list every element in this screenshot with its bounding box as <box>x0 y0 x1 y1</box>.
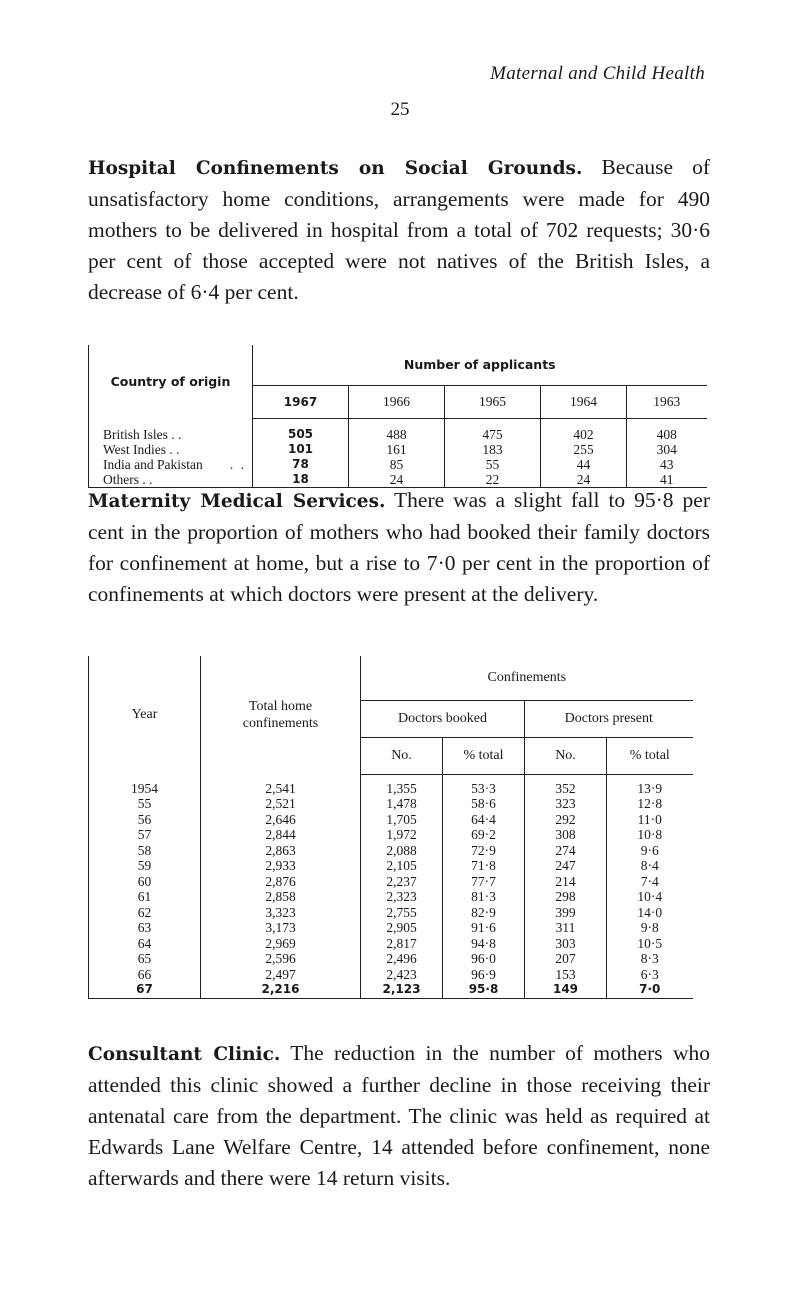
total-cell: 2,541 <box>201 781 361 797</box>
present-pct-cell: 10·8 <box>637 827 663 842</box>
total-header-text: Total home confinements <box>242 699 319 731</box>
total-cell: 2,933 <box>201 858 361 874</box>
present-pct-cell: 11·0 <box>637 811 662 827</box>
year-header: 1963 <box>627 385 707 418</box>
value-cell: 44 <box>541 457 627 472</box>
booked-pct-cell: 72·9 <box>443 843 525 859</box>
present-pct-cell: 7·0 <box>607 982 693 998</box>
doctors-present-header: Doctors present <box>525 700 693 737</box>
total-cell: 2,497 <box>201 967 361 983</box>
booked-no-cell: 1,478 <box>361 796 443 812</box>
booked-pct-header: % total <box>443 737 525 774</box>
year-column-header: Year <box>89 656 201 774</box>
booked-pct-cell: 53·3 <box>443 781 525 797</box>
year-cell: 63 <box>89 920 201 936</box>
present-no-cell: 352 <box>525 781 607 797</box>
table-row <box>89 843 693 859</box>
booked-pct-cell: 91·6 <box>443 920 525 936</box>
total-cell: 2,876 <box>201 874 361 890</box>
booked-no-cell: 2,237 <box>361 874 443 890</box>
value-cell: 24 <box>349 472 445 488</box>
present-no-cell: 247 <box>525 858 607 874</box>
present-pct-header: % total <box>607 737 693 774</box>
present-no-cell: 292 <box>525 812 607 828</box>
year-cell: 61 <box>89 889 201 905</box>
total-cell: 2,216 <box>201 982 361 998</box>
total-cell: 2,521 <box>201 796 361 812</box>
table-row <box>89 442 707 457</box>
country-cell: West Indies . . <box>89 442 253 457</box>
country-label: India and Pakistan <box>103 456 203 472</box>
value-cell: 408 <box>656 426 677 442</box>
present-pct-cell: 10·5 <box>637 935 663 951</box>
number-of-applicants-header: Number of applicants <box>253 345 707 385</box>
year-cell: 62 <box>89 905 201 921</box>
present-pct-cell: 8·3 <box>640 951 659 966</box>
booked-pct-cell: 69·2 <box>443 827 525 843</box>
paragraph-consultant-clinic <box>88 1038 710 1194</box>
booked-pct-cell: 64·4 <box>443 812 525 828</box>
value-cell: 43 <box>660 456 674 472</box>
page-number: 25 <box>390 99 410 120</box>
table-row <box>89 982 693 998</box>
heading-consultant-clinic: Consultant Clinic. <box>88 1044 281 1065</box>
total-cell: 2,969 <box>201 936 361 952</box>
year-cell: 58 <box>89 843 201 859</box>
value-cell: 402 <box>541 427 627 442</box>
confinements-table <box>88 656 693 999</box>
present-no-cell: 308 <box>525 827 607 843</box>
total-cell: 3,323 <box>201 905 361 921</box>
table-row <box>89 874 693 890</box>
year-header: 1964 <box>541 385 627 418</box>
table-row <box>89 781 693 797</box>
present-pct-cell: 12·8 <box>637 796 663 811</box>
present-pct-cell: 8·4 <box>640 858 659 873</box>
paragraph-maternity-medical-services <box>88 485 710 610</box>
value-cell: 41 <box>627 472 707 488</box>
text-maternity-medical-services: There was a slight fall to 95·8 per cent in the proportion of mothers who had booked their family doctors for confinement at home, but a rise to 7·0 per cent in the proportion of confinements at which doctors were present at the delivery. <box>88 488 710 606</box>
present-no-cell: 274 <box>525 843 607 859</box>
present-no-cell: 323 <box>525 796 607 812</box>
booked-pct-cell: 58·6 <box>443 796 525 812</box>
present-no-cell: 298 <box>525 889 607 905</box>
table-row <box>89 951 693 967</box>
confinements-group-header: Confinements <box>361 656 693 700</box>
booked-no-cell: 2,323 <box>361 889 443 905</box>
table-row <box>89 920 693 936</box>
booked-no-cell: 1,972 <box>361 827 443 843</box>
booked-no-cell: 2,105 <box>361 858 443 874</box>
present-no-cell: 153 <box>525 967 607 983</box>
present-no-cell: 311 <box>525 920 607 936</box>
total-cell: 2,646 <box>201 812 361 828</box>
value-cell: 488 <box>349 427 445 442</box>
country-cell: British Isles . . <box>89 427 253 442</box>
year-cell: 57 <box>89 827 201 843</box>
present-pct-cell: 9·6 <box>640 842 659 858</box>
value-cell: 55 <box>445 457 541 472</box>
present-no-cell: 303 <box>525 936 607 952</box>
table-row <box>89 457 707 472</box>
country-cell: Others . . <box>89 472 253 488</box>
table-row <box>89 967 693 983</box>
table-row <box>89 427 707 442</box>
value-cell: 183 <box>445 442 541 457</box>
booked-no-cell: 2,088 <box>361 843 443 859</box>
total-cell: 3,173 <box>201 920 361 936</box>
table-row <box>89 796 693 812</box>
present-no-header: No. <box>525 737 607 774</box>
value-cell: 304 <box>656 441 677 457</box>
text-hospital-confinements: Because of unsatisfactory home conditions, arrangements were made for 490 mothers to be delivered in hospital from a total of 702 requests; 30·6 per cent of those accepted were not natives of the British Isles, a decrease of 6·4 per cent. <box>88 155 711 304</box>
year-cell: 64 <box>89 936 201 952</box>
value-cell: 78 <box>253 457 349 472</box>
heading-hospital-confinements: Hospital Confinements on Social Grounds. <box>88 158 583 179</box>
table-row <box>89 812 693 828</box>
heading-maternity-medical-services: Maternity Medical Services. <box>88 491 386 512</box>
present-pct-cell: 10·4 <box>637 889 663 904</box>
value-cell: 475 <box>445 427 541 442</box>
leader-dots: . . <box>229 456 246 472</box>
present-pct-cell: 9·8 <box>640 920 659 935</box>
booked-pct-cell: 95·8 <box>443 982 525 998</box>
total-cell: 2,858 <box>201 889 361 905</box>
present-no-cell: 149 <box>525 982 607 998</box>
year-cell: 65 <box>89 951 201 967</box>
present-no-cell: 207 <box>525 951 607 967</box>
year-cell: 60 <box>89 874 201 890</box>
present-pct-cell: 14·0 <box>637 904 663 920</box>
booked-no-header: No. <box>361 737 443 774</box>
total-cell: 2,844 <box>201 827 361 843</box>
table-row <box>89 827 693 843</box>
year-cell: 56 <box>89 812 201 828</box>
applicants-table <box>88 345 707 488</box>
doctors-booked-header: Doctors booked <box>361 700 525 737</box>
present-pct-cell: 7·4 <box>640 873 659 889</box>
value-cell: 24 <box>541 472 627 488</box>
year-header: 1965 <box>445 385 541 418</box>
booked-no-cell: 2,496 <box>361 951 443 967</box>
year-header: 1966 <box>349 385 445 418</box>
booked-no-cell: 2,755 <box>361 905 443 921</box>
value-cell: 85 <box>349 457 445 472</box>
total-cell: 2,863 <box>201 843 361 859</box>
total-home-confinements-header <box>201 656 361 774</box>
confinements-table-body <box>89 774 693 998</box>
year-header: 1967 <box>253 385 349 418</box>
running-head: Maternal and Child Health <box>490 63 705 84</box>
present-pct-cell: 6·3 <box>640 966 659 982</box>
table-row <box>89 889 693 905</box>
year-cell: 55 <box>89 796 201 812</box>
present-no-cell: 214 <box>525 874 607 890</box>
year-cell: 1954 <box>89 781 201 797</box>
booked-pct-cell: 81·3 <box>443 889 525 905</box>
year-cell: 66 <box>89 967 201 983</box>
paragraph-hospital-confinements <box>88 152 710 308</box>
booked-no-cell: 2,817 <box>361 936 443 952</box>
table-row <box>89 905 693 921</box>
country-of-origin-header: Country of origin <box>89 345 253 418</box>
booked-pct-cell: 77·7 <box>443 874 525 890</box>
table-row <box>89 936 693 952</box>
booked-pct-cell: 94·8 <box>443 936 525 952</box>
booked-pct-cell: 96·0 <box>443 951 525 967</box>
booked-pct-cell: 96·9 <box>443 967 525 983</box>
booked-pct-cell: 71·8 <box>443 858 525 874</box>
value-cell: 101 <box>253 442 349 457</box>
present-no-cell: 399 <box>525 905 607 921</box>
booked-no-cell: 2,123 <box>361 982 443 998</box>
text-consultant-clinic: The reduction in the number of mothers who attended this clinic showed a further decline in those receiving their antenatal care from the department. The clinic was held as required at Edwards Lane Welfare Centre, 14 attended before confinement, none afterwards and there were 14 return visits. <box>88 1041 710 1190</box>
value-cell: 22 <box>445 472 541 488</box>
value-cell: 255 <box>541 442 627 457</box>
value-cell: 161 <box>349 442 445 457</box>
booked-no-cell: 2,423 <box>361 967 443 983</box>
country-cell <box>89 457 253 472</box>
table-row <box>89 858 693 874</box>
booked-pct-cell: 82·9 <box>443 905 525 921</box>
booked-no-cell: 1,705 <box>361 812 443 828</box>
total-cell: 2,596 <box>201 951 361 967</box>
booked-no-cell: 2,905 <box>361 920 443 936</box>
year-cell: 67 <box>89 982 201 998</box>
value-cell: 18 <box>253 472 349 488</box>
booked-no-cell: 1,355 <box>361 781 443 797</box>
value-cell: 505 <box>253 427 349 442</box>
year-cell: 59 <box>89 858 201 874</box>
present-pct-cell: 13·9 <box>637 780 663 796</box>
